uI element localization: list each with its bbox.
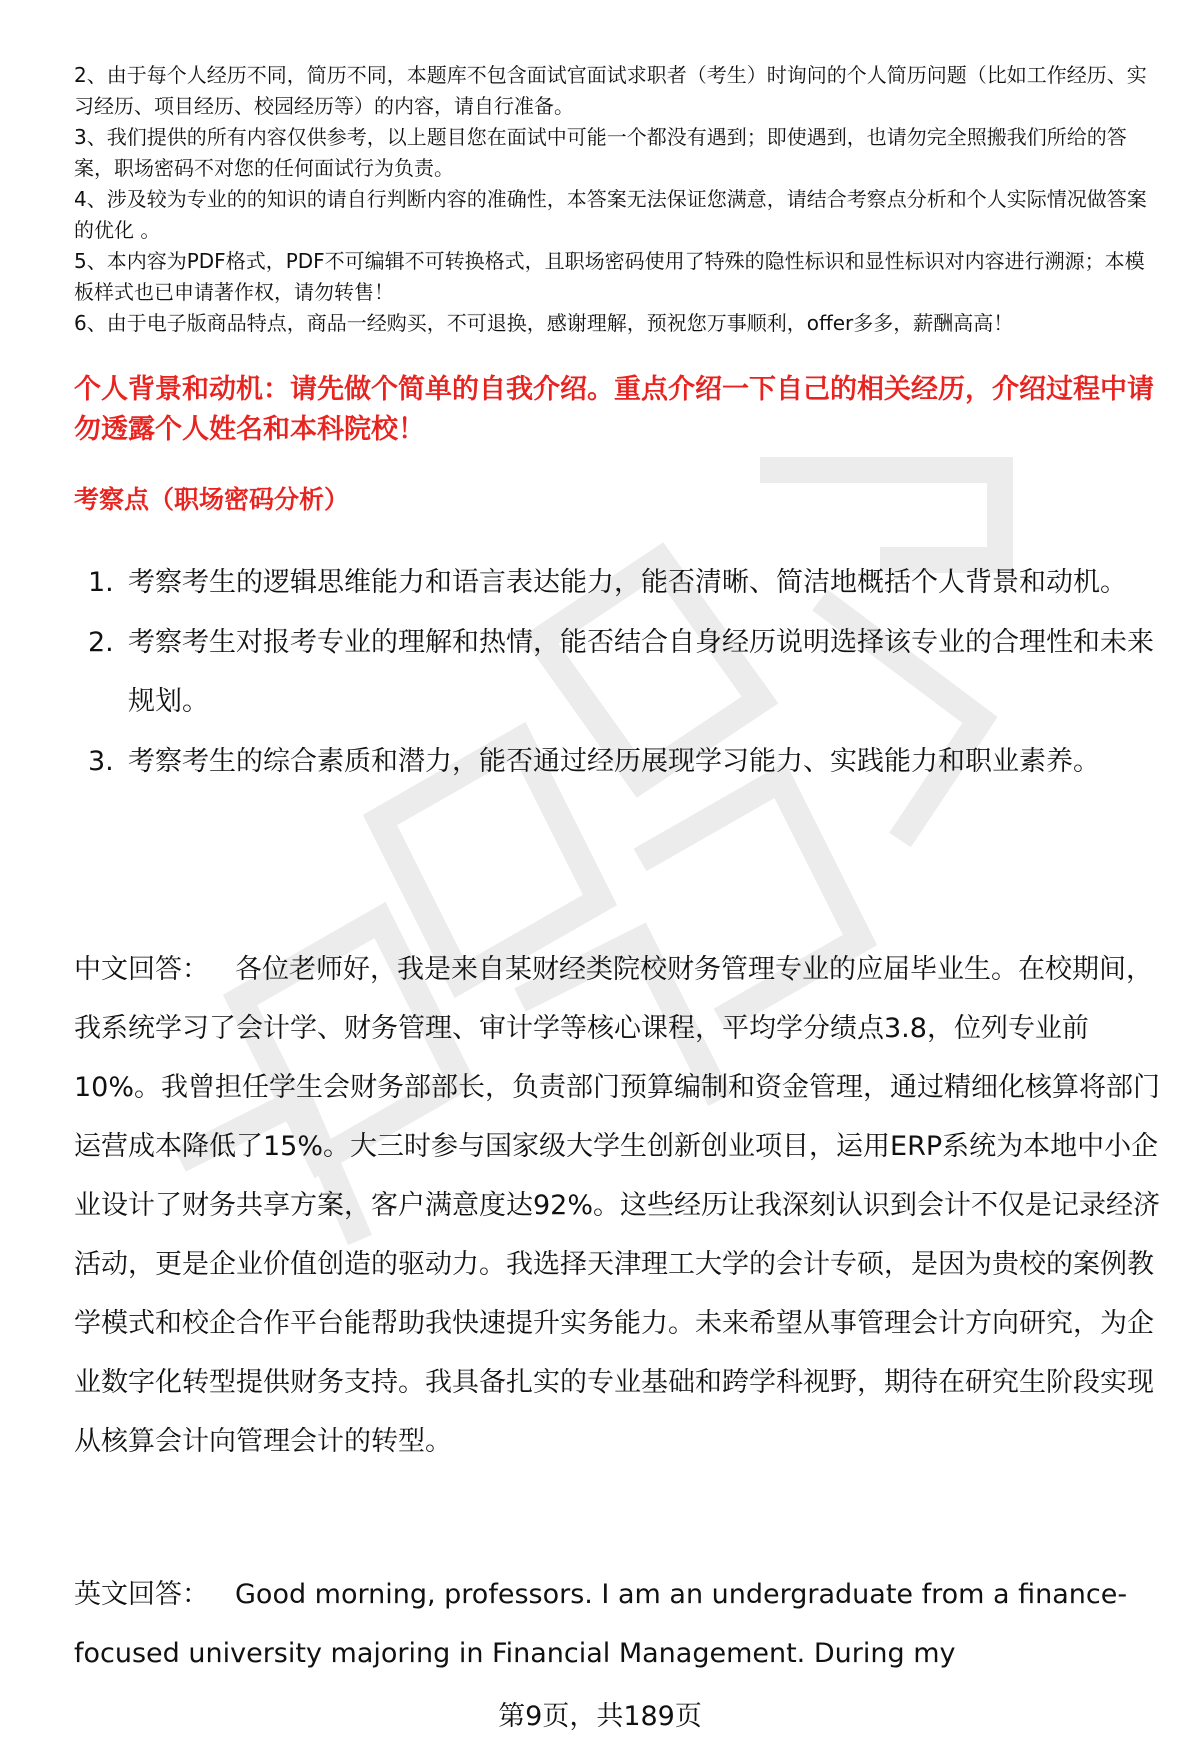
points-heading: 考察点（职场密码分析） <box>74 485 350 514</box>
english-answer-text: Good morning, professors. I am an undergraduate from a finance-focused university majoring in Financial Management. During my <box>74 1579 1128 1669</box>
point-number: 2. <box>88 627 114 658</box>
point-number: 1. <box>88 567 114 598</box>
note-item: 6、由于电子版商品特点，商品一经购买，不可退换，感谢理解，预祝您万事顺利，offer多多，薪酬高高！ <box>74 311 1014 335</box>
point-item <box>74 553 1164 612</box>
point-text: 考察考生的逻辑思维能力和语言表达能力，能否清晰、简洁地概括个人背景和动机。 <box>128 567 1127 598</box>
chinese-answer <box>74 940 1164 1471</box>
chinese-answer-label: 中文回答： <box>74 954 209 985</box>
question-heading: 个人背景和动机：请先做个简单的自我介绍。重点介绍一下自己的相关经历，介绍过程中请勿透露个人姓名和本科院校！ <box>74 374 1154 445</box>
point-number: 3. <box>88 746 114 777</box>
english-answer-label: 英文回答： <box>74 1579 209 1610</box>
chinese-answer-text: 各位老师好，我是来自某财经类院校财务管理专业的应届毕业生。在校期间，我系统学习了会计学、财务管理、审计学等核心课程，平均学分绩点3.8，位列专业前10%。我曾担任学生会财务部部长，负责部门预算编制和资金管理，通过精细化核算将部门运营成本降低了15%。大三时参与国家级大学生创新创业项目，运用ERP系统为本地中小企业设计了财务共享方案，客户满意度达92%。这些经历让我深刻认识到会计不仅是记录经济活动，更是企业价值创造的驱动力。我选择天津理工大学的会计专硕，是因为贵校的案例教学模式和校企合作平台能帮助我快速提升实务能力。未来希望从事管理会计方向研究，为企业数字化转型提供财务支持。我具备扎实的专业基础和跨学科视野，期待在研究生阶段实现从核算会计向管理会计的转型。 <box>74 954 1161 1457</box>
points-list <box>74 553 1164 792</box>
notes-block <box>74 60 1164 339</box>
page-footer: 第9页，共189页 <box>498 1701 702 1732</box>
note-item: 4、涉及较为专业的的知识的请自行判断内容的准确性，本答案无法保证您满意，请结合考察点分析和个人实际情况做答案的优化 。 <box>74 187 1147 242</box>
point-item <box>74 732 1164 791</box>
point-text: 考察考生的综合素质和潜力，能否通过经历展现学习能力、实践能力和职业素养。 <box>128 746 1100 777</box>
note-item: 2、由于每个人经历不同，简历不同，本题库不包含面试官面试求职者（考生）时询问的个人简历问题（比如工作经历、实习经历、项目经历、校园经历等）的内容，请自行准备。 <box>74 63 1147 118</box>
point-text: 考察考生对报考专业的理解和热情，能否结合自身经历说明选择该专业的合理性和未来规划。 <box>128 627 1154 717</box>
note-item: 3、我们提供的所有内容仅供参考，以上题目您在面试中可能一个都没有遇到；即使遇到，也请勿完全照搬我们所给的答案，职场密码不对您的任何面试行为负责。 <box>74 125 1127 180</box>
point-item <box>74 613 1164 731</box>
note-item: 5、本内容为PDF格式，PDF不可编辑不可转换格式，且职场密码使用了特殊的隐性标识和显性标识对内容进行溯源；本模板样式也已申请著作权，请勿转售！ <box>74 249 1145 304</box>
english-answer <box>74 1565 1164 1683</box>
